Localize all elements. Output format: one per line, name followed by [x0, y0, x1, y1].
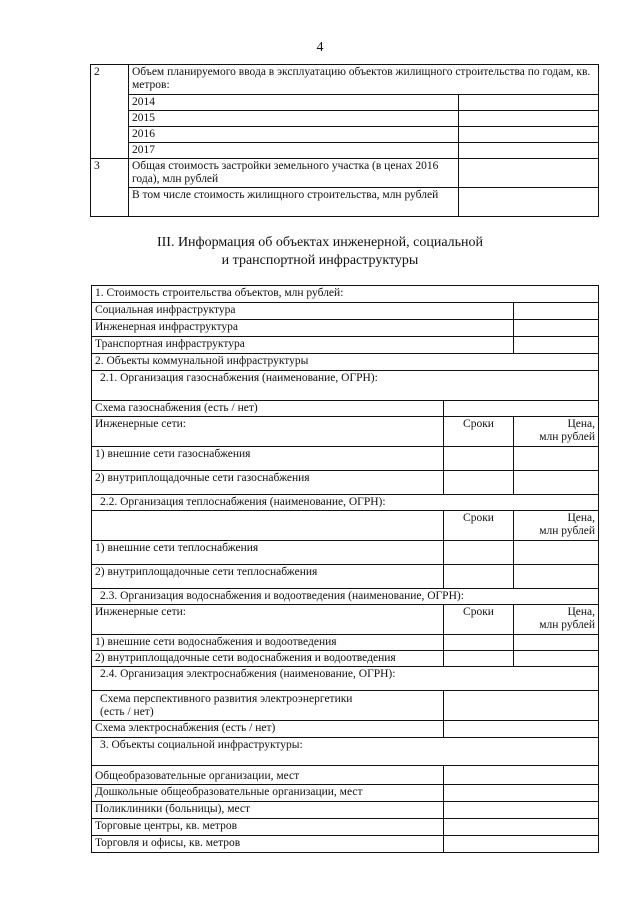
- price-header-line: Цена,: [567, 512, 596, 524]
- heat-header: 2.2. Организация теплоснабжения (наименование, ОГРН):: [92, 495, 599, 511]
- table-row: [92, 286, 599, 303]
- value-cell: [459, 143, 599, 159]
- table-row: [92, 802, 599, 819]
- year-label: 2017: [129, 143, 459, 159]
- cost-header: 1. Стоимость строительства объектов, млн рублей:: [92, 286, 599, 303]
- value-cell: [444, 635, 514, 651]
- table-row: [92, 417, 599, 447]
- year-label: 2014: [129, 95, 459, 111]
- gas-internal-label: 2) внутриплощадочные сети газоснабжения: [92, 471, 444, 495]
- networks-label: Инженерные сети:: [92, 417, 444, 447]
- value-cell: [459, 188, 599, 217]
- table-row: [91, 111, 599, 127]
- table-row: [92, 738, 599, 766]
- table-row: [92, 354, 599, 371]
- table-row: [91, 65, 599, 95]
- price-header-line: млн рублей: [539, 525, 596, 537]
- table-row: [92, 766, 599, 785]
- value-cell: [444, 541, 514, 565]
- value-cell: [444, 691, 599, 721]
- schools-label: Общеобразовательные организации, мест: [92, 766, 444, 785]
- offices-label: Торговля и офисы, кв. метров: [92, 836, 444, 853]
- price-header: [514, 605, 599, 635]
- table-row: [91, 159, 599, 188]
- value-cell: [459, 111, 599, 127]
- water-external-label: 1) внешние сети водоснабжения и водоотведения: [92, 635, 444, 651]
- engineering-infra-label: Инженерная инфраструктура: [92, 320, 514, 337]
- value-cell: [459, 127, 599, 143]
- value-cell: [514, 635, 599, 651]
- power-supply-scheme-label: Схема электроснабжения (есть / нет): [92, 721, 444, 738]
- power-scheme-line: (есть / нет): [100, 706, 154, 718]
- table-row: [91, 188, 599, 217]
- section-title-line: и транспортной инфраструктуры: [221, 253, 419, 268]
- table-row: [92, 320, 599, 337]
- value-cell: [444, 651, 514, 667]
- section-title-line: III. Информация об объектах инженерной, социальной: [156, 235, 484, 250]
- terms-header: Сроки: [444, 417, 514, 447]
- terms-header: Сроки: [444, 511, 514, 541]
- heat-internal-label: 2) внутриплощадочные сети теплоснабжения: [92, 565, 444, 589]
- price-header-line: Цена,: [567, 418, 596, 430]
- value-cell: [514, 541, 599, 565]
- table-row: [92, 471, 599, 495]
- value-cell: [514, 337, 599, 354]
- price-header-line: млн рублей: [539, 431, 596, 443]
- power-header: 2.4. Организация электроснабжения (наименование, ОГРН):: [92, 667, 599, 691]
- clinics-label: Поликлиники (больницы), мест: [92, 802, 444, 819]
- networks-label: Инженерные сети:: [92, 605, 444, 635]
- value-cell: [514, 651, 599, 667]
- value-cell: [459, 95, 599, 111]
- row-number: 2: [91, 65, 129, 159]
- housing-cost-label: В том числе стоимость жилищного строительства, млн рублей: [129, 188, 459, 217]
- table-row: [91, 95, 599, 111]
- terms-header: Сроки: [444, 605, 514, 635]
- value-cell: [514, 471, 599, 495]
- price-header: [514, 511, 599, 541]
- value-cell: [444, 785, 599, 802]
- year-label: 2016: [129, 127, 459, 143]
- value-cell: [514, 565, 599, 589]
- price-header-line: Цена,: [567, 606, 596, 618]
- social-infra-label: Социальная инфраструктура: [92, 303, 514, 320]
- table-row: [92, 447, 599, 471]
- transport-infra-label: Транспортная инфраструктура: [92, 337, 514, 354]
- value-cell: [444, 447, 514, 471]
- gas-external-label: 1) внешние сети газоснабжения: [92, 447, 444, 471]
- table-row: [92, 605, 599, 635]
- table-row: [92, 511, 599, 541]
- table-row: [92, 667, 599, 691]
- price-header-line: млн рублей: [539, 619, 596, 631]
- table-row: [92, 691, 599, 721]
- value-cell: [514, 447, 599, 471]
- value-cell: [444, 836, 599, 853]
- table-row: [92, 819, 599, 836]
- table-row: [92, 401, 599, 417]
- table-row: [91, 143, 599, 159]
- water-header: 2.3. Организация водоснабжения и водоотведения (наименование, ОГРН):: [92, 589, 599, 605]
- communal-header: 2. Объекты коммунальной инфраструктуры: [92, 354, 599, 371]
- page-number: 4: [316, 40, 324, 55]
- preschools-label: Дошкольные общеобразовательные организации, мест: [92, 785, 444, 802]
- housing-volume-label: Объем планируемого ввода в эксплуатацию объектов жилищного строительства по годам, кв. метров:: [129, 65, 599, 95]
- heat-external-label: 1) внешние сети теплоснабжения: [92, 541, 444, 565]
- table-row: [92, 565, 599, 589]
- table-row: [92, 337, 599, 354]
- value-cell: [444, 766, 599, 785]
- price-header: [514, 417, 599, 447]
- total-cost-label: Общая стоимость застройки земельного участка (в ценах 2016 года), млн рублей: [129, 159, 459, 188]
- row-number: 3: [91, 159, 129, 217]
- gas-scheme-label: Схема газоснабжения (есть / нет): [92, 401, 444, 417]
- table-row: [92, 651, 599, 667]
- value-cell: [444, 471, 514, 495]
- table-row: [92, 495, 599, 511]
- housing-table: [90, 64, 599, 217]
- table-row: [92, 785, 599, 802]
- malls-label: Торговые центры, кв. метров: [92, 819, 444, 836]
- table-row: [92, 541, 599, 565]
- value-cell: [514, 303, 599, 320]
- value-cell: [514, 320, 599, 337]
- table-row: [92, 721, 599, 738]
- table-row: [92, 303, 599, 320]
- value-cell: [444, 819, 599, 836]
- table-row: [92, 836, 599, 853]
- section-title: [0, 234, 640, 270]
- year-label: 2015: [129, 111, 459, 127]
- infrastructure-table: [91, 285, 599, 853]
- value-cell: [444, 401, 599, 417]
- value-cell: [459, 159, 599, 188]
- gas-header: 2.1. Организация газоснабжения (наименование, ОГРН):: [92, 371, 599, 401]
- value-cell: [444, 802, 599, 819]
- social-objects-header: 3. Объекты социальной инфраструктуры:: [92, 738, 599, 766]
- table-row: [91, 127, 599, 143]
- networks-label-empty: [92, 511, 444, 541]
- table-row: [92, 371, 599, 401]
- value-cell: [444, 565, 514, 589]
- table-row: [92, 589, 599, 605]
- power-scheme-line: Схема перспективного развития электроэнергетики: [100, 693, 353, 705]
- power-scheme-label: [92, 691, 444, 721]
- water-internal-label: 2) внутриплощадочные сети водоснабжения и водоотведения: [92, 651, 444, 667]
- value-cell: [444, 721, 599, 738]
- table-row: [92, 635, 599, 651]
